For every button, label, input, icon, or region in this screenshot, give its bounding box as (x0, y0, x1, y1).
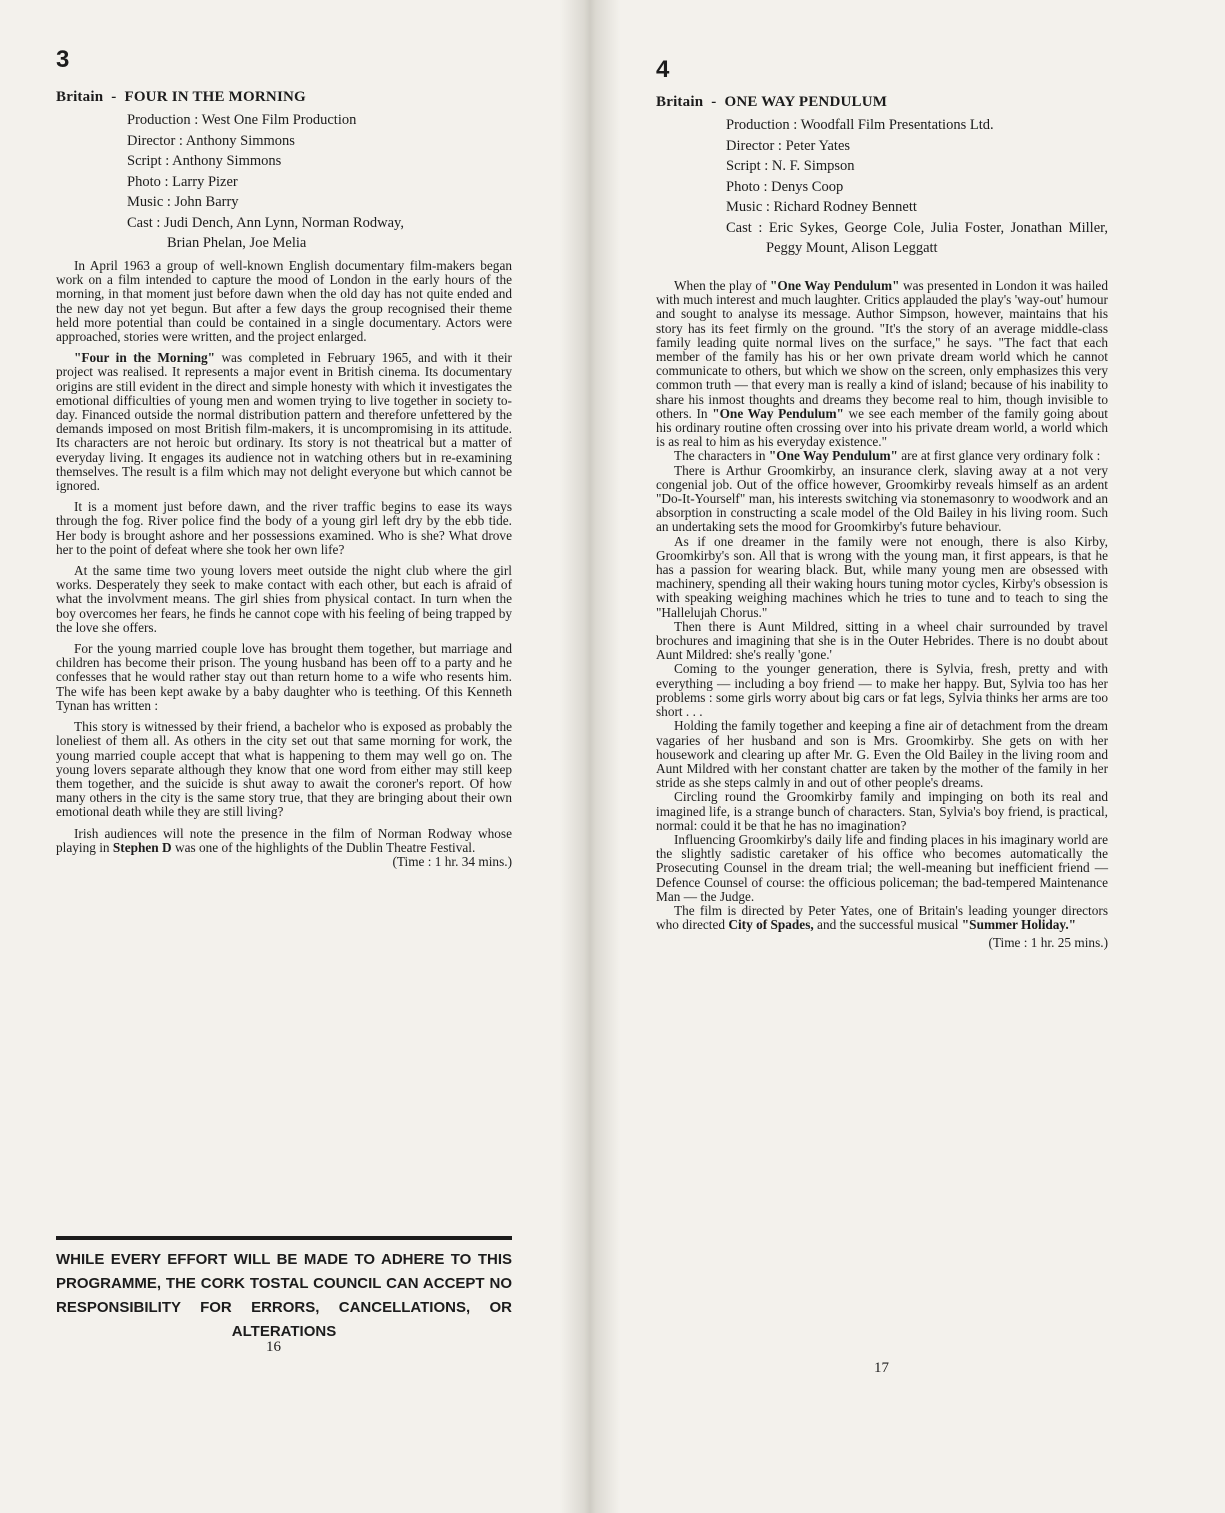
left-paragraph-5: For the young married couple love has brought them together, but marriage and children has become their prison. The young husband has been off to a party and he confesses that he would rather stay out than return home to a wife who resents him. The wife has been kept awake by a baby daughter who is teething. Of this Kenneth Tynan has written : (56, 641, 512, 713)
right-film-name-bold-2: "One Way Pendulum" (712, 405, 844, 421)
left-paragraph-2: "Four in the Morning" was completed in February 1965, and with it their project was realised. It represents a major event in British cinema. Its documentary origins are still evident in the direct and simple honesty with which it investigates the emotional difficulties of young men and women trying to live together in society to-day. Financed outside the normal distribution pattern and therefore unfettered by the demands imposed on most British film-makers, it is uncompromising in its attitude. Its characters are not heroic but ordinary. Its story is not theatrical but a matter of everyday living. It engages its audience not in watching others but in re-examining themselves. The result is a film which may not delight everyone but which cannot be ignored. (56, 350, 512, 494)
right-credit-production: Production : Woodfall Film Presentations Ltd. (726, 117, 994, 133)
right-paragraph-7: Holding the family together and keeping a fine air of detachment from the dream vagaries of her husband and son is Mrs. Groomkirby. She gets on with her housework and clearing up after Mr. G. Even the Old Bailey in the living room and Aunt Mildred with her constant chatter are taken by the mother of the family in her stride as she steps calmly in and out of other people's dreams. (656, 718, 1108, 791)
right-film-name-bold-3: "One Way Pendulum" (768, 448, 898, 464)
left-film-name-bold: "Four in the Morning" (74, 350, 215, 366)
right-paragraph-2: The characters in "One Way Pendulum" are at first glance very ordinary folk : (674, 448, 1101, 464)
right-credit-script: Script : N. F. Simpson (726, 158, 855, 174)
left-credit-script: Script : Anthony Simmons (127, 153, 282, 169)
left-paragraph-4: At the same time two young lovers meet outside the night club where the girl works. Desperately they seek to make contact with each other, but each is afraid of what the involvment means. The girl shies from physical contact. In turn when the boy overcomes her fears, he finds he cannot cope with his feeling of being trapped by the love she offers. (56, 563, 512, 635)
left-dash: - (111, 89, 117, 105)
left-credits (127, 110, 507, 254)
left-credit-production: Production : West One Film Production (127, 112, 357, 128)
right-paragraph-9: Influencing Groomkirby's daily life and finding places in his imaginary world are the slightly sadistic caretaker of his office who becomes automatically the Prosecuting Counsel in the dream trial; the well-meaning but inefficient friend — Defence Counsel of course: the officious policeman; the bad-tempered Maintenance Man — the Judge. (656, 831, 1108, 904)
right-article-body (656, 279, 1108, 951)
left-credit-photo: Photo : Larry Pizer (127, 173, 238, 190)
right-credits (726, 115, 1108, 259)
left-paragraph-6: This story is witnessed by their friend, a bachelor who is exposed as probably the loneliest of them all. As others in the city set out that same morning for work, the young married couple accept that what is happening to them may well go on. The young lovers separate although they know that one word from either may still keep them together, and the suicide is shut away to await the coroner's report. Of how many others in the city is the same story true, that they are bringing about their own emotional death while they are still living? (56, 719, 512, 820)
left-film-heading (56, 89, 306, 106)
book-spine (560, 0, 620, 1513)
right-folio: 17 (874, 1360, 889, 1376)
right-film-name-bold-1: "One Way Pendulum" (770, 278, 900, 293)
right-paragraph-4: As if one dreamer in the family were not enough, there is also Kirby, Groomkirby's son. All that is wrong with the young man, it first appears, is that he has a passion for wearing black. But, while many young men are obsessed with machinery, spending all their waking hours tuning motor cycles, Kirby's obsession is with speaking weighing machines which he tries to tune and to teach to sing the "Hallelujah Chorus." (656, 533, 1108, 620)
right-credit-cast: Cast : Eric Sykes, George Cole, Julia Foster, Jonathan Miller, Peggy Mount, Alison Leggatt (726, 219, 1108, 256)
right-paragraph-8: Circling round the Groomkirby family and impinging on both its real and imagined life, is a strange bunch of characters. Stan, Sylvia's boy friend, is practical, normal: could it be that he has no imagination? (656, 789, 1108, 833)
right-paragraph-10: The film is directed by Peter Yates, one of Britain's leading younger directors who directed City of Spades, and the successful musical "Summer Holiday." (656, 902, 1108, 933)
right-film-heading (656, 94, 887, 111)
left-country: Britain (56, 89, 104, 105)
right-film-title: ONE WAY PENDULUM (724, 94, 888, 110)
right-paragraph-3: There is Arthur Groomkirby, an insurance clerk, slaving away at a not very congenial job. Out of the office however, Groomkirby reveals himself as an ardent "Do-It-Yourself" man, his interests switching via stonemasonry to woodwork and an absorption in constructing a scale model of the Old Bailey in his living room. Such an undertaking sets the mood for Groomkirby's future behaviour. (656, 462, 1108, 535)
left-paragraph-1: In April 1963 a group of well-known English documentary film-makers began work on a film intended to capture the mood of London in the early hours of the morning, in that moment just before dawn when the old day has not quite ended and the new day not yet begun. But after a few days the group recognised their theme held more potential than could be contained in a single documentary. Actors were approached, stories were written, and the project enlarged. (56, 258, 512, 345)
right-credit-photo: Photo : Denys Coop (726, 178, 844, 195)
right-dash: - (711, 94, 717, 110)
right-paragraph-5: Then there is Aunt Mildred, sitting in a wheel chair surrounded by travel brochures and imagining that she is in the Outer Hebrides. There is no doubt about Aunt Mildred: she's really 'gone.' (656, 618, 1108, 663)
left-article-body (56, 259, 512, 869)
left-credit-cast-continued: Brian Phelan, Joe Melia (167, 235, 307, 251)
left-credit-music: Music : John Barry (127, 194, 239, 210)
right-page-number: 4 (656, 56, 670, 83)
left-running-time: (Time : 1 hr. 34 mins.) (392, 853, 512, 869)
left-folio: 16 (266, 1339, 281, 1355)
right-country: Britain (656, 94, 704, 110)
left-credit-director: Director : Anthony Simmons (127, 132, 295, 149)
left-paragraph-7: Irish audiences will note the presence in the film of Norman Rodway whose playing in Stephen D was one of the highlights of the Dublin Theatre Festival. (56, 825, 512, 855)
right-credit-director: Director : Peter Yates (726, 137, 851, 154)
right-paragraph-1: When the play of "One Way Pendulum" was presented in London it was hailed with much interest and much laughter. Critics applauded the play's 'way-out' humour and sought to analyse its message. Author Simpson, however, maintains that his story has its feet firmly on the ground. "It's the story of an average middle-class family leading quite normal lives on the surface," he says. "The fact that each member of the family has his or her own private dream world which he cannot communicate to others, but which we show on the screen, only emphasizes this very common truth — that every man is really a kind of island; because of his inability to share his inmost thoughts and dreams they become real to him, though invisible to others. In "One Way Pendulum" we see each member of the family going about his ordinary routine often crossing over into his private dream world, a world which is as real to him as his everyday existence." (656, 278, 1108, 450)
left-film-title: FOUR IN THE MORNING (124, 89, 306, 105)
left-credit-cast: Cast : Judi Dench, Ann Lynn, Norman Rodway, (127, 214, 404, 231)
left-stephen-d-bold: Stephen D (112, 839, 172, 855)
programme-disclaimer: WHILE EVERY EFFORT WILL BE MADE TO ADHERE TO THIS PROGRAMME, THE CORK TOSTAL COUNCIL CAN ACCEPT NO RESPONSIBILITY FOR ERRORS, CANCELLATIONS, OR ALTERATIONS (56, 1236, 512, 1344)
left-paragraph-3: It is a moment just before dawn, and the river traffic begins to ease its ways through the fog. River police find the body of a young girl left dry by the ebb tide. Her body is brought ashore and her possessions examined. Who is she? What drove her to the point of defeat where she took her own life? (56, 499, 512, 557)
right-city-of-spades-bold: City of Spades, (728, 917, 814, 933)
right-running-time: (Time : 1 hr. 25 mins.) (988, 935, 1108, 951)
right-credit-music: Music : Richard Rodney Bennett (726, 199, 917, 215)
right-summer-holiday-bold: "Summer Holiday." (961, 917, 1077, 933)
left-page-number: 3 (56, 46, 70, 73)
right-paragraph-6: Coming to the younger generation, there is Sylvia, fresh, pretty and with everything — including a boy friend — to make her happy. But, Sylvia too has her problems : some girls worry about big cars or fat legs, Sylvia thinks her arms are too short . . . (656, 661, 1108, 720)
